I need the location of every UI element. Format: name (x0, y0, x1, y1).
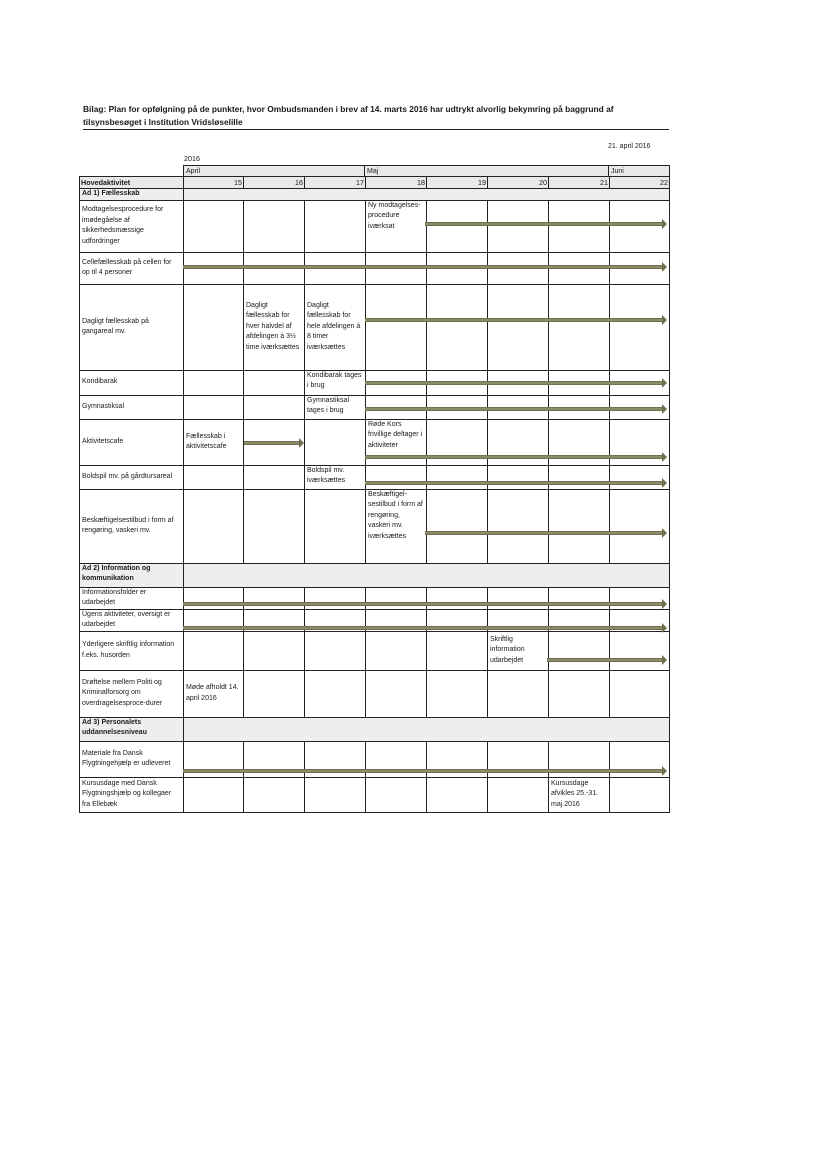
month-june: Juni (608, 166, 669, 177)
milestone-cell: Ny modtagelses-procedure iværksat (366, 200, 427, 252)
timeline-arrow (365, 407, 663, 411)
milestone-cell: Møde afholdt 14. april 2016 (184, 670, 244, 717)
month-may: Maj (364, 166, 547, 177)
week-18: 18 (366, 177, 427, 189)
section-row (80, 563, 670, 587)
activity-cell: Yderligere skriftlig information f.eks. husorden (80, 631, 184, 670)
table-row (80, 465, 670, 489)
activity-cell: Gymnastiksal (80, 395, 184, 419)
timeline-arrow (425, 222, 663, 226)
month-april: April (186, 168, 201, 175)
timeline-arrow (425, 531, 663, 535)
timeline-arrow (183, 602, 663, 606)
header-label: Hovedaktivitet (80, 177, 184, 189)
week-17: 17 (305, 177, 366, 189)
timeline-arrow (183, 265, 663, 269)
milestone-cell: Kondibarak tages i brug (305, 370, 366, 395)
week-16: 16 (244, 177, 305, 189)
timeline-arrow (547, 658, 663, 662)
document-title: Bilag: Plan for opfølgning på de punkter, hvor Ombudsmanden i brev af 14. marts 2016 har udtrykt alvorlig bekymring på baggrund af tilsynsbesøget i Institution Vridsløselille (83, 104, 614, 127)
title-rule (83, 129, 669, 130)
activity-cell: Dagligt fællesskab på gangareal mv. (80, 284, 184, 370)
table-row (80, 284, 670, 370)
plan-table (79, 176, 670, 813)
section-label: Ad 3) Personalets uddannelsesniveau (80, 717, 184, 741)
table-row (80, 489, 670, 563)
section-label: Ad 2) Information og kommunikation (80, 563, 184, 587)
timeline-arrow (183, 626, 663, 630)
week-header-row (80, 177, 670, 189)
activity-cell: Aktivitetscafe (80, 419, 184, 465)
week-21: 21 (549, 177, 610, 189)
week-19: 19 (427, 177, 488, 189)
activity-cell: Cellefællesskab på cellen for op til 4 personer (80, 252, 184, 284)
activity-cell: Modtagelsesprocedure for imødegåelse af sikkerhedsmæssige udfordringer (80, 200, 184, 252)
timeline-year: 2016 (184, 154, 200, 163)
activity-cell: Kondibarak (80, 370, 184, 395)
milestone-cell: Dagligt fællesskab for hver halvdel af afdelingen á 3½ time iværksættes (244, 284, 305, 370)
activity-cell: Beskæftigelsestilbud i form af rengøring, vaskeri mv. (80, 489, 184, 563)
timeline-arrow (365, 318, 663, 322)
section-row (80, 717, 670, 741)
activity-cell: Boldspil mv. på gårdtursareal (80, 465, 184, 489)
milestone-cell: Beskæftigel-sestilbud i form af rengøring, vaskeri mv. iværksættes (366, 489, 427, 563)
timeline-arrow (365, 455, 663, 459)
week-22: 22 (610, 177, 670, 189)
section-row (80, 189, 670, 201)
timeline-arrow (244, 441, 300, 445)
milestone-cell: Dagligt fællesskab for hele afdelingen á 8 timer iværksættes (305, 284, 366, 370)
milestone-cell: Fællesskab i aktivitetscafe (184, 419, 244, 465)
activity-cell: Kursusdage med Dansk Flygtningshjælp og kollegaer fra Ellebæk (80, 777, 184, 812)
timeline-arrow (183, 769, 663, 773)
milestone-cell: Kursusdage afvikles 25.-31. maj 2016 (549, 777, 610, 812)
table-row (80, 200, 670, 252)
section-label: Ad 1) Fællesskab (80, 189, 184, 201)
activity-cell: Drøftelse mellem Politi og Kriminalforsorg om overdragelsesproce-durer (80, 670, 184, 717)
table-row (80, 777, 670, 812)
table-row (80, 631, 670, 670)
activity-cell: Materiale fra Dansk Flygtningehjælp er udleveret (80, 741, 184, 777)
timeline-arrow (365, 381, 663, 385)
activity-cell: Ugens aktiviteter, oversigt er udarbejdet (80, 609, 184, 631)
milestone-cell: Gymnastiksal tages i brug (305, 395, 366, 419)
week-20: 20 (488, 177, 549, 189)
week-15: 15 (184, 177, 244, 189)
milestone-cell: Boldspil mv. iværksættes (305, 465, 366, 489)
activity-cell: Informationsfolder er udarbejdet (80, 587, 184, 609)
table-row (80, 670, 670, 717)
milestone-cell: Røde Kors frivillige deltager i aktiviteter (366, 419, 427, 465)
timeline-arrow (365, 481, 663, 485)
document-date: 21. april 2016 (608, 143, 651, 150)
milestone-cell: Skriftlig information udarbejdet (488, 631, 549, 670)
